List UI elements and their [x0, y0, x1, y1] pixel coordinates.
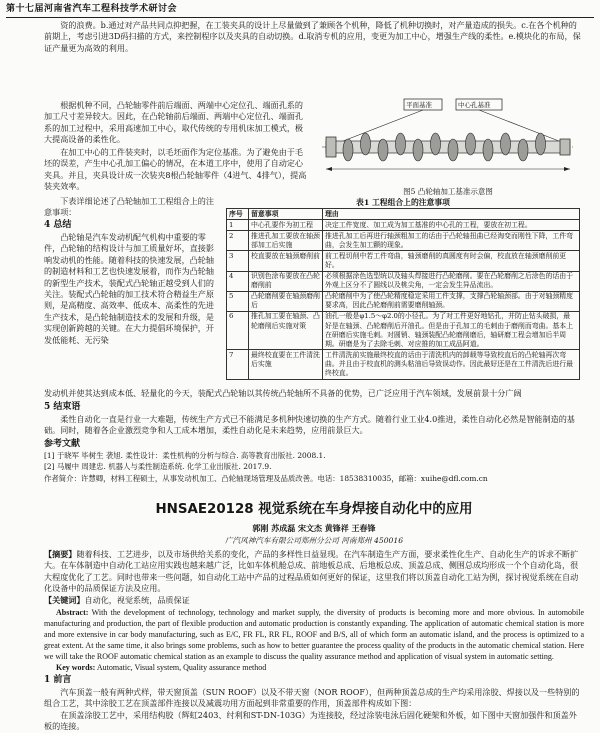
table-row	[227, 231, 580, 251]
reference-2: [2] 马履中 周建忠. 机器人与柔性制造系统. 化学工业出版社. 2017.9.	[44, 462, 272, 471]
section-4-tail: 发动机并使其达到成本低、轻量化的今天，装配式凸轮轴以其传统凸轮轴所不具备的优势，已广泛应用于汽车领域，发展前景十分广阔	[44, 388, 522, 398]
left-paragraph-1: 根据机种不同，凸轮轴零件前后端面、两端中心定位孔、端面孔系的加工尺寸差异较大。因此，在凸轮轴前后端面、两端中心定位孔、端面孔系的加工过程中，采用高速加工中心，取代传统的专用机床加工模式，极大提高设备的柔性化。	[44, 100, 304, 145]
table-cell: 最终校直要在工件清洗后实施	[249, 350, 323, 379]
cam-lobe	[536, 133, 546, 155]
reference-1: [1] 于晓军 毕树生 袭旭. 柔性设计：柔性机构的分析与综合. 高等教育出版社. 2008.1.	[44, 451, 326, 460]
article-section-1-title: 1 前言	[44, 675, 72, 685]
cam-lobe	[501, 133, 511, 155]
dimension-arrow-right	[564, 167, 570, 171]
author-bio: 作者简介：许慧卿，材料工程硕士，从事发动机加工、凸轮轴现场管理及品质改善。电话：18538310035，邮箱：xuihe@dfl.com.cn	[44, 474, 488, 483]
table-cell: 必须根据涂色选型统以及轴头焊接进行凸轮磨削。要在凸轮磨削之后涂色的话由于外观上区分不了圆线以及桃尖角，一定会发生异品流出。	[323, 271, 580, 291]
table-cell: 校直要放在轴颈磨削前	[249, 251, 323, 271]
english-keywords-text: Automatic, Visual system, Quality assurance method	[96, 663, 267, 672]
article-section-1-paragraph-1: 汽车顶盖一般有两种式样，带天窗顶盖（SUN ROOF）以及不带天窗（NOR ROOF），但两种顶盖总成的生产均采用涂胶、焊接以及一些特别的组合工艺，其中涂胶工艺在顶盖部件连接以及减震功用方面起到非常重要的作用，顶盖部件构成如下图：	[44, 687, 580, 709]
table-cell: 中心孔要作为初工程	[249, 220, 323, 231]
left-paragraph-2: 在加工中心的工件装夹时，以毛坯面作为定位基准。为了避免由于毛坯的误差，产生中心孔加工偏心的情况，在本道工序中，使用了自动定心夹具。并且，夹具设计成一次装夹8根凸轮轴零件（4进气、4排气），提高装夹效率。	[44, 147, 307, 192]
cam-lobe	[361, 133, 371, 155]
table-header-cell: 序号	[227, 209, 249, 220]
article-title: HNSAE20128 视觉系统在车身焊接自动化中的应用	[155, 502, 473, 517]
table-row	[227, 350, 580, 379]
table-cell: 7	[227, 350, 249, 379]
section-5-title: 5 结束语	[44, 402, 81, 412]
leader-line-right	[479, 110, 564, 143]
cam-lobe	[448, 139, 458, 161]
table-cell: 油孔一般是φ1.5～φ2.0的小径孔。为了对工件更好地钻孔，并防止钻头破损，最好是在轴颈、凸轮磨削后开油孔。但是由于孔加工的毛刺由于磨削而弯曲。基本上在研磨后实施毛刺。对圆销、轴颈装配凸轮磨削磨后，轴研磨工程会增加后半周期。研磨是为了去除毛刺、对应推的加工成品阿道。	[323, 311, 580, 349]
datum-label-right: 中心孔基准	[458, 101, 491, 109]
leader-line-left	[338, 110, 423, 143]
datum-label-left: 平面基准	[406, 101, 432, 109]
left-paragraph-3: 下表详细论述了凸轮轴加工工程组合上的注意事项：	[44, 196, 214, 218]
camshaft-drawing	[318, 95, 578, 187]
english-abstract	[44, 607, 584, 662]
table-cell: 识别色涂布要放在凸轮磨削前	[249, 271, 323, 291]
table-cell: 3	[227, 251, 249, 271]
cam-lobe	[483, 139, 493, 161]
article-affiliation: 广汽风神汽车有限公司郑州分公司 河南郑州 450016	[224, 536, 404, 545]
table-cell: 凸轮磨削中为了使凸轮精度稳定采用工件支撑，支撑凸轮轴颈部。由于对轴颈精度要求高，因此凸轮磨削前需要磨削轴颈。	[323, 291, 580, 311]
section-4-paragraph: 凸轮轴是汽车发动机配气机构中重要的零件，凸轮轴的结构设计与加工质量好坏，直接影响发动机的性能。随着科技的快速发展，凸轮轴的制造材料和工艺也快速发展着，而作为凸轮轴的新型生产技术，装配式凸轮轴正越受到人们的关注。装配式凸轮轴的加工技术符合精益生产原则，是高精度、高效率、低成本、高柔性的先进生产技术，是凸轮轴制造技术的发展和升级，是实现创新跨越的关键。在大力提倡环境保护，开发低能耗、无污染	[44, 232, 214, 345]
references-title: 参考文献	[44, 439, 81, 449]
table-row	[227, 220, 580, 231]
table-cell: 推孔加工要在轴颈、凸轮磨削后实施对策	[249, 311, 323, 349]
english-keywords-label: Key words:	[56, 663, 96, 672]
table-cell: 6	[227, 311, 249, 349]
front-flange	[326, 137, 336, 157]
dimension-arrow-left	[326, 167, 332, 171]
table-row	[227, 251, 580, 271]
camshaft-figure	[318, 95, 578, 187]
table-cell: 推进孔加工后再进行轴颈粗加工的话由于凸轮轴扭曲已经淘变而刚性下降，工件弯曲，会发生加工颤的现象。	[323, 231, 580, 251]
english-abstract-text: With the development of technology, technology and market supply, the diversity of products is becoming more and more obvious. In automobile manufacturing and production, the part of flexible production and automatic production is constantly expanding. The application of automatic chemical station is more and more extensive in car body manufacturing, such as E/C, FR FL, RR FL, ROOF and B/S, all of which form an automatic island, and the process is optimized to a great extent. At the same time, it also brings some problems, such as how to better guarantee the process quality of the products in the automatic chemical station. Here we will take the ROOF automatic chemical station as an example to discuss the quality assurance method and application of visual system in automatic setting.	[44, 608, 584, 661]
table-cell: 2	[227, 231, 249, 251]
table-header-cell: 留意事项	[249, 209, 323, 220]
table-header-row	[227, 209, 580, 220]
intro-paragraph: 资的浪费。b.通过对产品共同点抑把握，在工装夹具的设计上尽量做到了兼顾各个机种，降低了机种切换时，对产量造成的损失。c.在各个机种的前期上，考虑引进3D码扫描的方式，来控制程序以及夹具的自动切换。d.取消专机的应用，变更为加工中心，增强生产线的柔性。e.模块化的布局，保证产量更为高效的利用。	[44, 20, 581, 53]
table-caption: 表1 工程组合上的注意事项	[356, 198, 450, 207]
figure-caption: 图5 凸轮轴加工基准示意图	[403, 187, 493, 196]
cam-lobe	[431, 133, 441, 155]
cam-lobe	[378, 139, 388, 161]
table-row	[227, 291, 580, 311]
precautions-table	[226, 208, 580, 380]
section-4-title: 4 总结	[44, 220, 72, 230]
article-authors: 郭刚 苏成磊 宋文杰 黄锋祥 王春锋	[252, 523, 376, 533]
cam-lobe	[466, 133, 476, 155]
table-header-cell: 理由	[323, 209, 580, 220]
table-row	[227, 311, 580, 349]
english-abstract-label: Abstract:	[56, 608, 89, 617]
table-cell: 推进孔加工要放在轴颈部加工后实施	[249, 231, 323, 251]
keywords-text: 自动化，视觉系统，品质保证	[84, 595, 190, 605]
article-section-1-paragraph-2: 在顶盖涂胶工艺中，采用结构胶（辉虹2403、纣利和ST-DN-103G）为连接胶，经过涂装电泳后固化硬架和外板，如下图中天窗加强件和顶盖外板的连接。	[44, 710, 577, 732]
abstract-text: 随着科技、工艺进步，以及市场供给关系的变化，产品的多样性日益显现。在汽车制造生产方面，要求柔性化生产、自动化生产的诉求不断扩大。在车体制造中自动化工站应用实践也越来越广泛，比如车体机舱总成、前地板总成、后地板总成、顶盖总成、侧围总成均形成一个个自动化岛，很大程度优化了工艺。同时也带来一些问题，如自动化工站中产品的过程品质如何更好的保证，这里我们将以顶盖自动化工站为例，探讨视觉系统在自动化设备中的品质保证方法及应用。	[44, 549, 579, 594]
cam-lobe	[343, 139, 353, 161]
table-cell: 1	[227, 220, 249, 231]
cam-lobe	[518, 139, 528, 161]
abstract-label: 【摘要】	[44, 549, 77, 559]
table-cell: 决定工件宽度、加工成为加工基准的中心孔的工程，要放在初工程。	[323, 220, 580, 231]
cam-lobe	[413, 139, 423, 161]
table-cell: 5	[227, 291, 249, 311]
table-row	[227, 271, 580, 291]
section-5-paragraph: 柔性自动化一直是行业一大难题，传统生产方式已不能满足多机种快速切换的生产方式。随着行业工业4.0推进，柔性自动化必然是智能制造的基础。同时，随着各企业激烈竞争和人工成本增加，柔性自动化是未来趋势，应用前景巨大。	[44, 414, 575, 436]
table-cell: 凸轮磨削要在轴颈磨削后	[249, 291, 323, 311]
keywords-line	[44, 595, 584, 606]
running-header: 第十七届河南省汽车工程科技学术研讨会	[6, 2, 594, 18]
table-cell: 工件清洗前实施最终校直的话由于清洗机内的卸载等导致校直后的凸轮轴再次弯曲。并且由于校直机的测头粘油后导致误动作。因此最好还是在工件清洗后进行最终校直。	[323, 350, 580, 379]
rear-end	[560, 139, 570, 155]
abstract-paragraph	[44, 549, 584, 595]
cam-lobe	[396, 133, 406, 155]
table-cell: 4	[227, 271, 249, 291]
english-keywords	[44, 662, 584, 673]
table-cell: 前工程切削中若工件弯曲，轴颈磨削的真圆度有时会偏，校直放在轴颈磨削前更好。	[323, 251, 580, 271]
keywords-label: 【关键词】	[44, 595, 85, 605]
